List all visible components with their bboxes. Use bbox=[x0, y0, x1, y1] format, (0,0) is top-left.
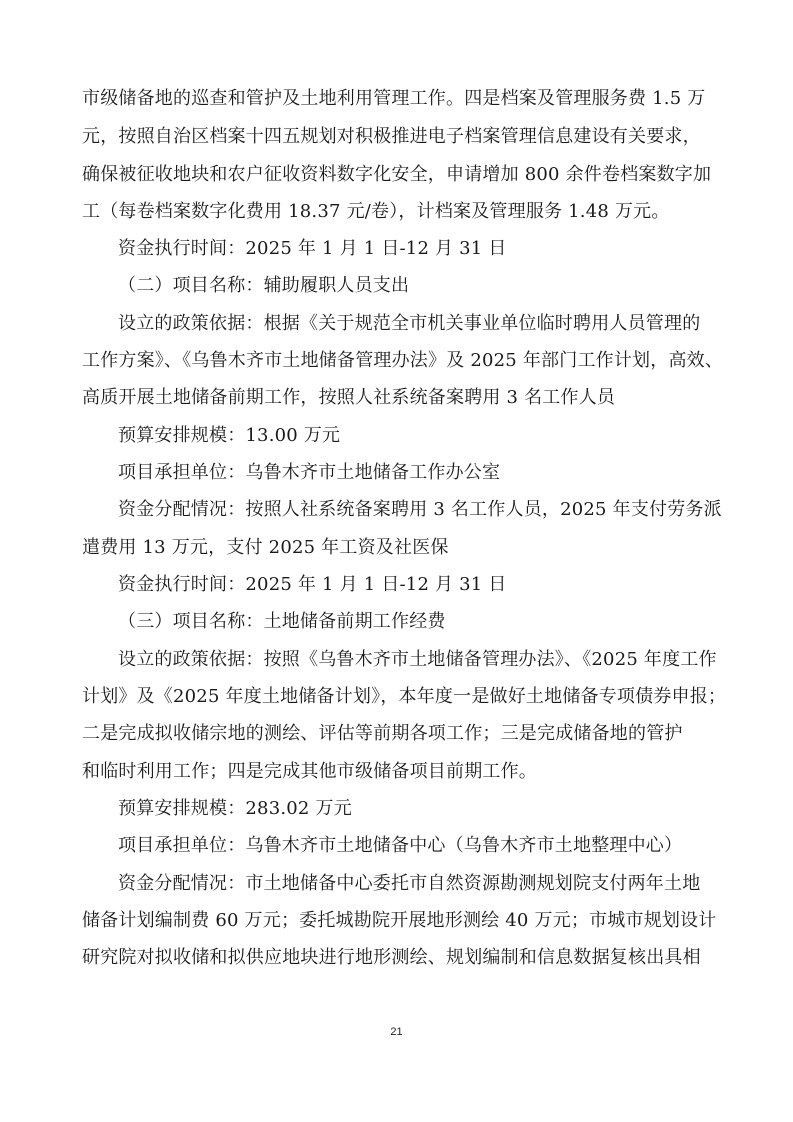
body-text-line: 工（每卷档案数字化费用 18.37 元/卷），计档案及管理服务 1.48 万元。 bbox=[82, 201, 670, 222]
body-text-line: 确保被征收地块和农户征收资料数字化安全，申请增加 800 余件卷档案数字加 bbox=[82, 164, 712, 185]
execution-time-line: 资金执行时间：2025 年 1 月 1 日-12 月 31 日 bbox=[118, 574, 507, 595]
body-text-line: 工作方案》、《乌鲁木齐市土地储备管理办法》及 2025 年部门工作计划，高效、 bbox=[82, 350, 724, 371]
body-text-line: 计划》及《2025 年度土地储备计划》，本年度一是做好土地储备专项债券申报； bbox=[82, 686, 727, 707]
page-number: 21 bbox=[390, 1026, 403, 1038]
responsible-unit-line: 项目承担单位：乌鲁木齐市土地储备中心（乌鲁木齐市土地整理中心） bbox=[118, 835, 683, 856]
body-text-line: 储备计划编制费 60 万元；委托城勘院开展地形测绘 40 万元；市城市规划设计 bbox=[82, 910, 717, 931]
body-text-line: 元，按照自治区档案十四五规划对积极推进电子档案管理信息建设有关要求， bbox=[82, 126, 701, 147]
fund-allocation-line: 资金分配情况：按照人社系统备案聘用 3 名工作人员，2025 年支付劳务派 bbox=[118, 499, 722, 520]
body-text-line: 高质开展土地储备前期工作，按照人社系统备案聘用 3 名工作人员 bbox=[82, 387, 616, 408]
responsible-unit-line: 项目承担单位：乌鲁木齐市土地储备工作办公室 bbox=[118, 462, 501, 483]
policy-basis-line: 设立的政策依据：根据《关于规范全市机关事业单位临时聘用人员管理的 bbox=[118, 313, 701, 334]
budget-scale-line: 预算安排规模：283.02 万元 bbox=[118, 798, 352, 819]
body-text-line: 市级储备地的巡查和管护及土地利用管理工作。四是档案及管理服务费 1.5 万 bbox=[82, 88, 706, 109]
policy-basis-line: 设立的政策依据：按照《乌鲁木齐市土地储备管理办法》、《2025 年度工作 bbox=[118, 649, 717, 670]
section-heading: （三）项目名称：土地储备前期工作经费 bbox=[118, 611, 446, 632]
body-text-line: 研究院对拟收储和拟供应地块进行地形测绘、规划编制和信息数据复核出具相 bbox=[82, 947, 701, 968]
budget-scale-line: 预算安排规模：13.00 万元 bbox=[118, 425, 341, 446]
body-text-line: 二是完成拟收储宗地的测绘、评估等前期各项工作；三是完成储备地的管护 bbox=[82, 723, 683, 744]
body-text-line: 和临时利用工作；四是完成其他市级储备项目前期工作。 bbox=[82, 761, 537, 782]
body-text-line: 遣费用 13 万元，支付 2025 年工资及社医保 bbox=[82, 537, 449, 558]
section-heading: （二）项目名称：辅助履职人员支出 bbox=[118, 275, 410, 296]
execution-time-line: 资金执行时间：2025 年 1 月 1 日-12 月 31 日 bbox=[118, 238, 507, 259]
fund-allocation-line: 资金分配情况：市土地储备中心委托市自然资源勘测规划院支付两年土地 bbox=[118, 873, 701, 894]
